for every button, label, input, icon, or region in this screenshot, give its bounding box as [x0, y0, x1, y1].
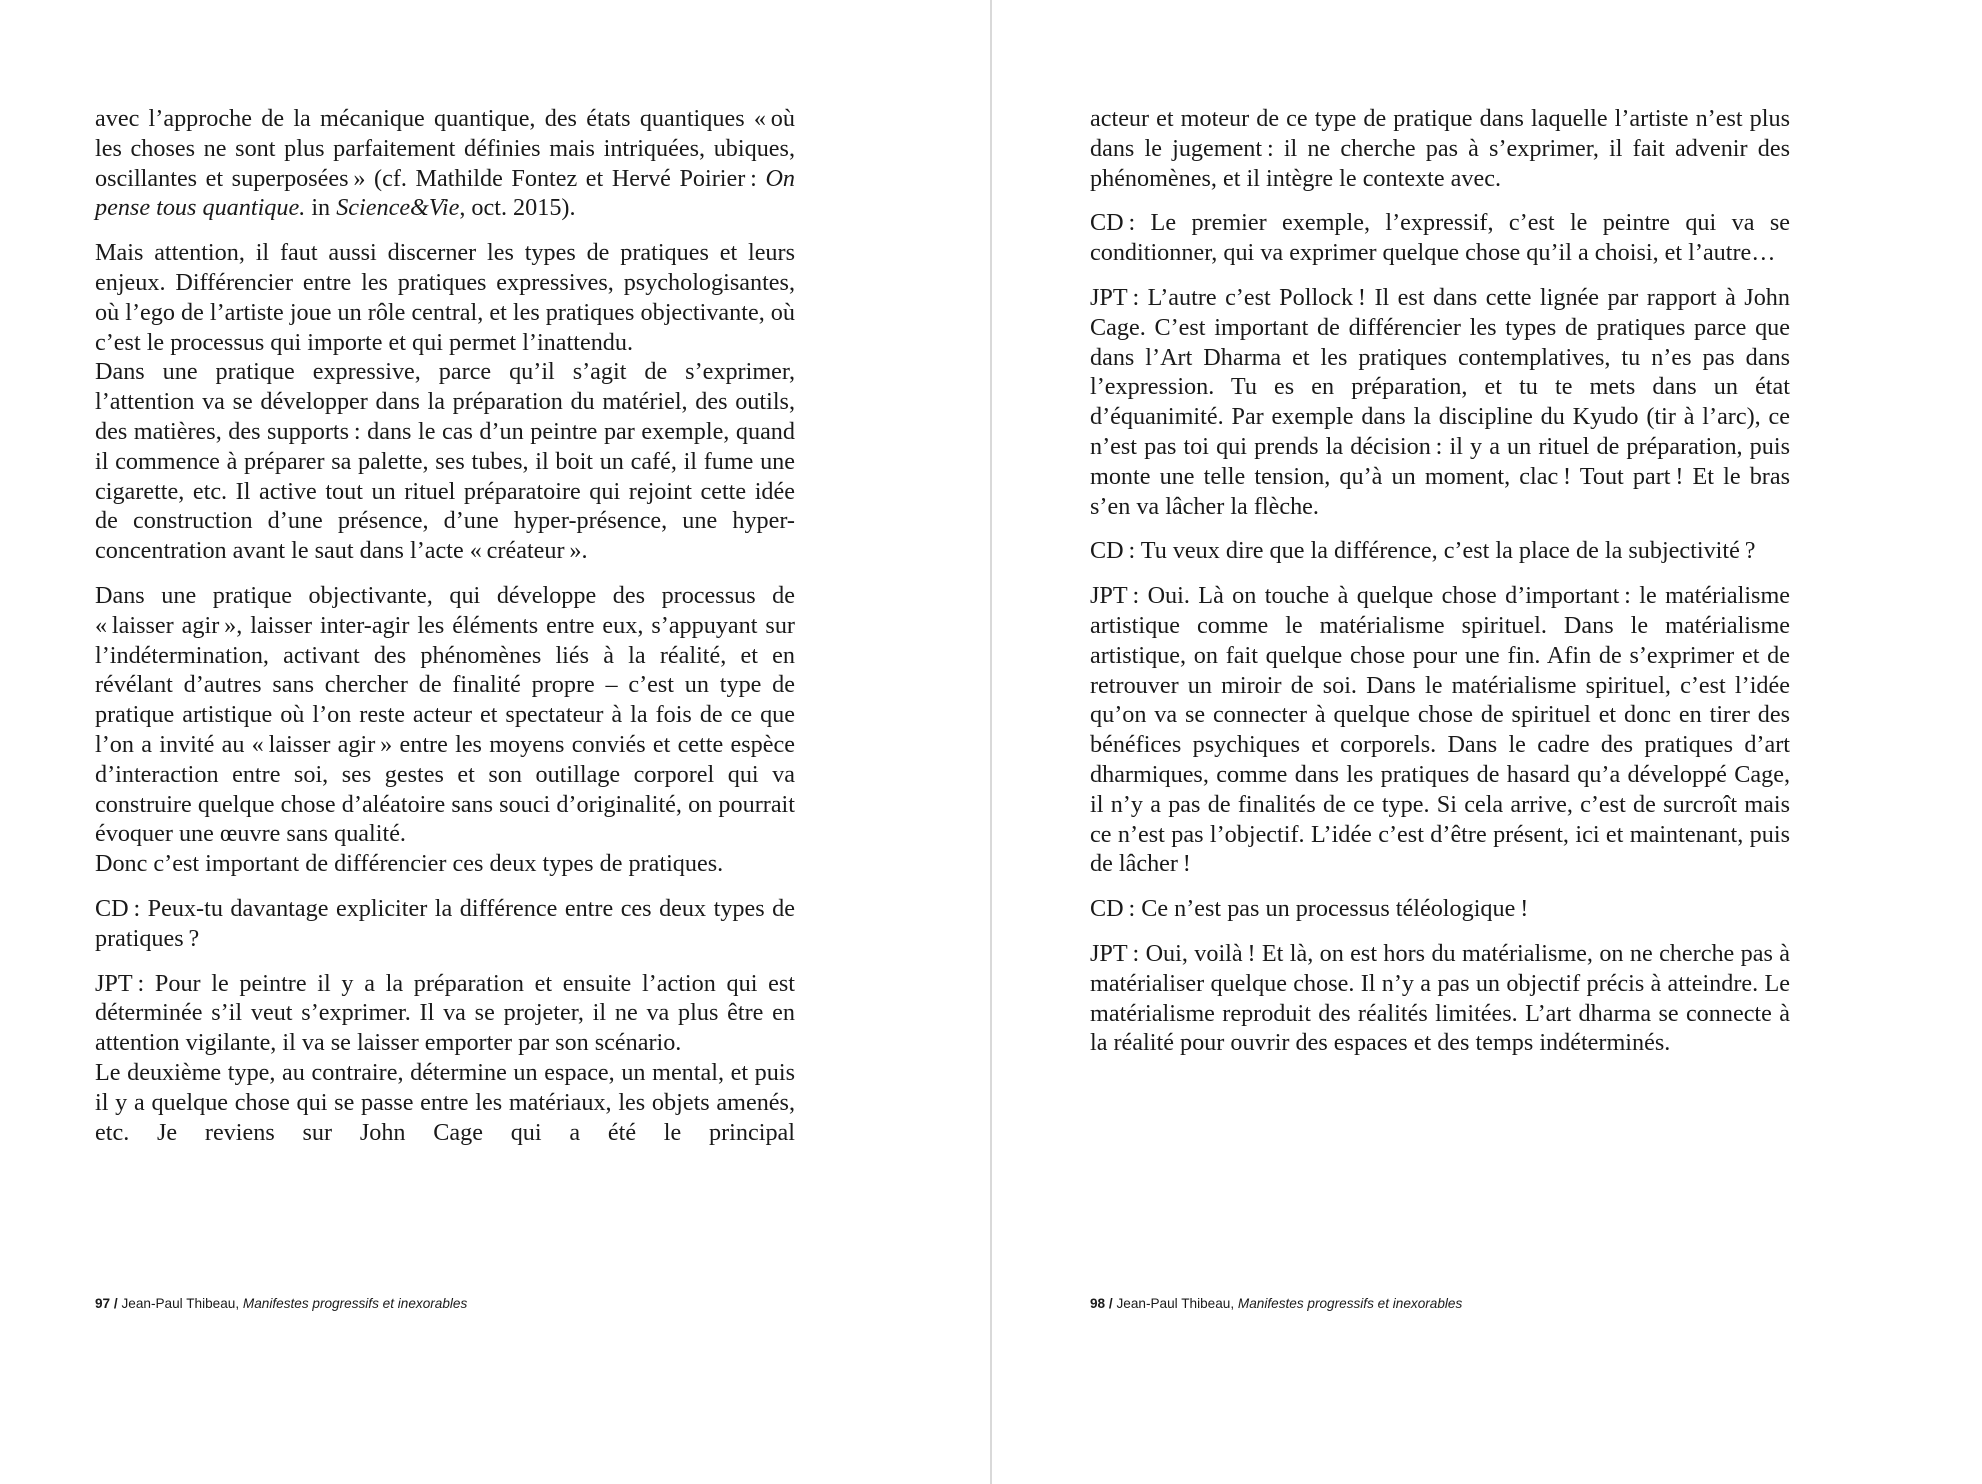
left-paragraph-4: Dans une pratique objectivante, qui développe des processus de « laisser agir », laisser inter-agir les éléments entre eux, s’appuyant sur l’indétermination, activant des phénomènes liés à la réalité, et en révélant d’autres sans chercher de finalité propre – c’est un type de pratique artistique où l’on reste acteur et spectateur à la fois de ce que l’on a invité au « laisser agir » entre les moyens conviés et cette espèce d’interaction entre soi, ses gestes et son outillage corporel qui va construire quelque chose d’aléatoire sans souci d’originalité, on pourrait évoquer une œuvre sans qualité.: [95, 581, 795, 848]
left-paragraph-2: Mais attention, il faut aussi discerner les types de pratiques et leurs enjeux. Différencier entre les pratiques expressives, psychologisantes, où l’ego de l’artiste joue un rôle central, et les pratiques objectivante, où c’est le processus qui importe et qui permet l’inattendu.: [95, 239, 795, 356]
left-paragraph-5: Donc c’est important de différencier ces deux types de pratiques.: [95, 850, 724, 878]
right-paragraph-4: CD : Tu veux dire que la différence, c’est la place de la subjectivité ?: [1090, 537, 1756, 565]
left-paragraph-1: avec l’approche de la mécanique quantique, des états quantiques « où les choses ne sont plus parfaitement définies mais intriquées, ubiques, oscillantes et superposées » (cf. Mathilde Fontez et Hervé Poirier : On pense tous quantique. in Science&Vie, oct. 2015).: [95, 105, 795, 222]
right-footer-title: Manifestes progressifs et inexorables: [1237, 1296, 1463, 1311]
left-page-text: [95, 104, 795, 1147]
left-footer-title: Manifestes progressifs et inexorables: [242, 1296, 468, 1311]
left-paragraph-7: JPT : Pour le peintre il y a la préparation et ensuite l’action qui est déterminée s’il veut s’exprimer. Il va se projeter, il ne va plus être en attention vigilante, il va se laisser emporter par son scénario.: [95, 969, 795, 1057]
right-paragraph-3: JPT : L’autre c’est Pollock ! Il est dans cette lignée par rapport à John Cage. C’est important de différencier les types de pratiques parce que dans l’Art Dharma et les pratiques contemplatives, tu n’es pas dans l’expression. Tu es en préparation, et tu te mets dans un état d’équanimité. Par exemple dans la discipline du Kyudo (tir à l’arc), ce n’est pas toi qui prends la décision : il y a un rituel de préparation, puis monte une telle tension, qu’à un moment, clac ! Tout part ! Et le bras s’en va lâcher la flèche.: [1090, 283, 1790, 520]
cited-magazine: Science&Vie: [336, 194, 460, 222]
right-page-number: 98: [1090, 1296, 1106, 1311]
cited-title: On pense tous quantique.: [95, 164, 795, 222]
right-page-text: [1090, 104, 1790, 1058]
left-footer-author: Jean-Paul Thibeau,: [121, 1296, 243, 1311]
right-paragraph-6: CD : Ce n’est pas un processus téléologique !: [1090, 895, 1529, 923]
left-paragraph-8: Le deuxième type, au contraire, détermine un espace, un mental, et puis il y a quelque chose qui se passe entre les matériaux, les objets amenés, etc. Je reviens sur John Cage qui a été le principal: [95, 1058, 795, 1146]
right-page-footer: 98 / Jean-Paul Thibeau, Manifestes progressifs et inexorables: [1090, 1296, 1463, 1311]
right-footer-author: Jean-Paul Thibeau,: [1116, 1296, 1238, 1311]
right-paragraph-1: acteur et moteur de ce type de pratique dans laquelle l’artiste n’est plus dans le jugement : il ne cherche pas à s’exprimer, il fait advenir des phénomènes, et il intègre le contexte avec.: [1090, 105, 1790, 192]
right-paragraph-7: JPT : Oui, voilà ! Et là, on est hors du matérialisme, on ne cherche pas à matérialiser quelque chose. Il n’y a pas un objectif précis à atteindre. Le matérialisme reproduit des réalités limitées. L’art dharma se connecte à la réalité pour ouvrir des espaces et des temps indéterminés.: [1090, 939, 1790, 1057]
left-paragraph-3: Dans une pratique expressive, parce qu’il s’agit de s’exprimer, l’attention va se développer dans la préparation du matériel, des outils, des matières, des supports : dans le cas d’un peintre par exemple, quand il commence à préparer sa palette, ses tubes, il boit un café, il fume une cigarette, etc. Il active tout un rituel préparatoire qui rejoint cette idée de construction d’une présence, d’une hyper-présence, une hyper-concentration avant le saut dans l’acte « créateur ».: [95, 358, 795, 565]
right-paragraph-5: JPT : Oui. Là on touche à quelque chose d’important : le matérialisme artistique comme le matérialisme spirituel. Dans le matérialisme artistique, on fait quelque chose pour une fin. Afin de s’exprimer et de retrouver un miroir de soi. Dans le matérialisme spirituel, c’est l’idée qu’on va se connecter à quelque chose de spirituel et donc en tirer des bénéfices psychiques et corporels. Dans le cadre des pratiques d’art dharmiques, comme dans les pratiques de hasard qu’a développé Cage, il n’y a pas de finalités de ce type. Si cela arrive, c’est de surcroît mais ce n’est pas l’objectif. L’idée c’est d’être présent, ici et maintenant, puis de lâcher !: [1090, 582, 1790, 878]
left-paragraph-6: CD : Peux-tu davantage expliciter la différence entre ces deux types de pratiques ?: [95, 894, 795, 952]
page-gutter: [990, 0, 992, 1484]
left-page-footer: 97 / Jean-Paul Thibeau, Manifestes progressifs et inexorables: [95, 1296, 468, 1311]
right-paragraph-2: CD : Le premier exemple, l’expressif, c’est le peintre qui va se conditionner, qui va exprimer quelque chose qu’il a choisi, et l’autre…: [1090, 209, 1790, 267]
left-page-number: 97: [95, 1296, 111, 1311]
